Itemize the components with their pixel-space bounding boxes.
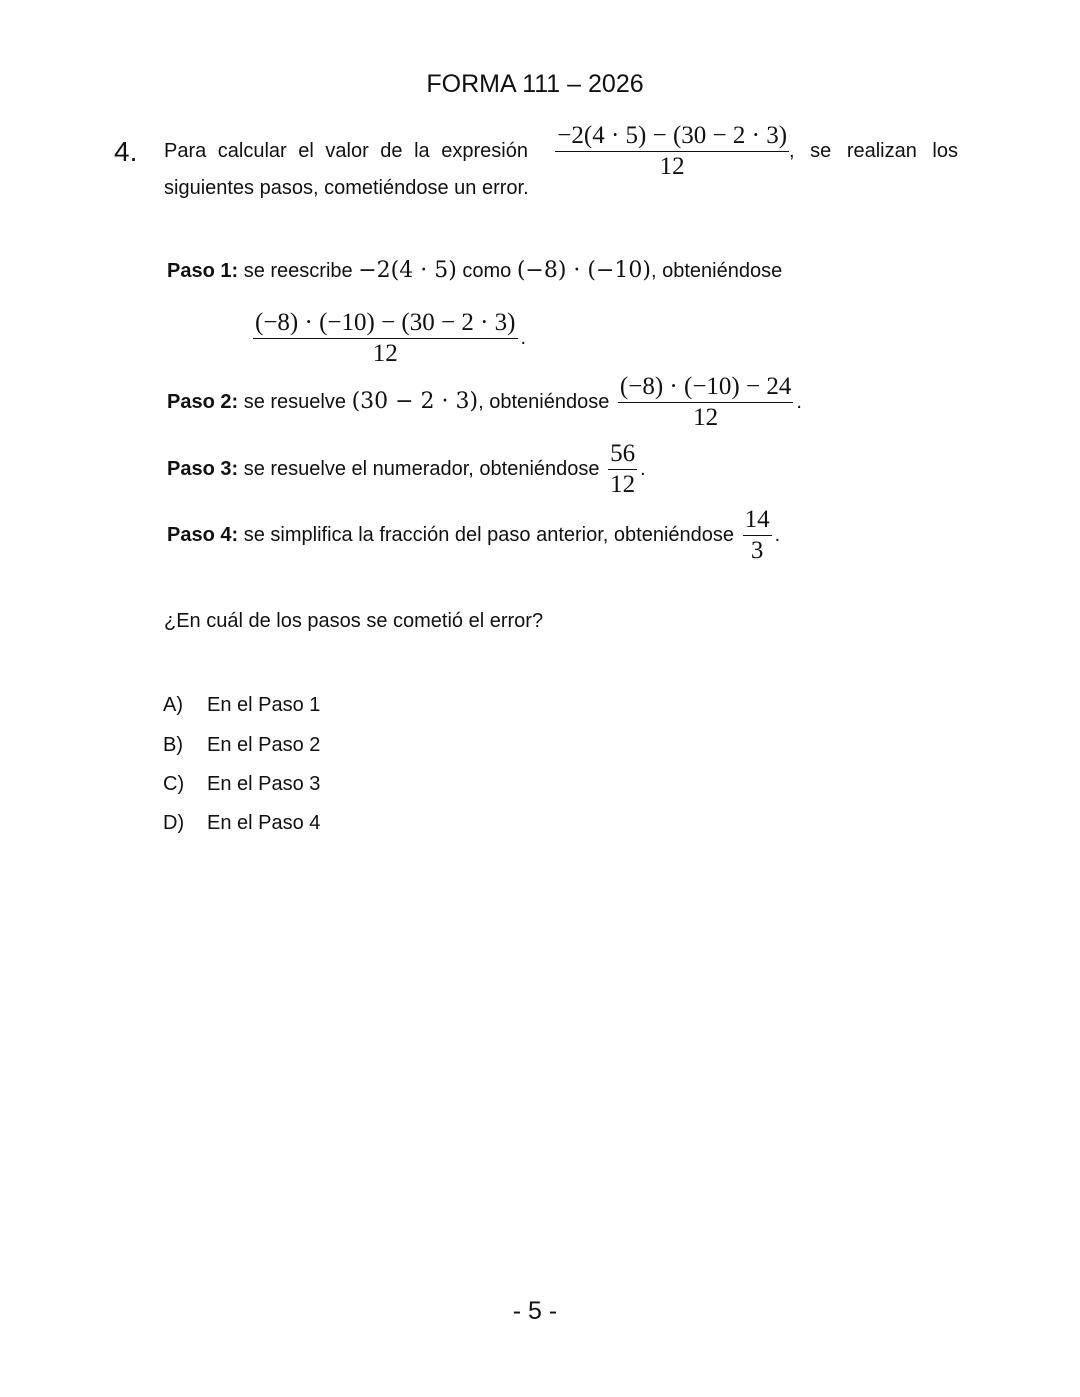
step-label: Paso 3: bbox=[167, 457, 239, 480]
question-number: 4. bbox=[114, 136, 138, 167]
step-2 bbox=[167, 372, 802, 433]
period: . bbox=[774, 523, 781, 546]
step-1 bbox=[167, 258, 782, 283]
step-text: se resuelve el numerador, obteniéndose bbox=[243, 457, 600, 480]
option-text: En el Paso 2 bbox=[207, 734, 321, 756]
expression-denominator: 12 bbox=[659, 153, 685, 180]
fraction-denominator: 12 bbox=[372, 340, 398, 367]
step-text: , obteniéndose bbox=[651, 260, 783, 282]
option-d[interactable] bbox=[163, 812, 320, 835]
step-text: se resuelve bbox=[243, 390, 346, 413]
question-prompt: ¿En cuál de los pasos se cometió el error? bbox=[164, 610, 544, 632]
option-a[interactable] bbox=[163, 694, 320, 717]
period: . bbox=[640, 457, 646, 480]
step-math: (30 − 2 · 3) bbox=[351, 388, 479, 414]
step-text: se simplifica la fracción del paso anterior, obteniéndose bbox=[243, 523, 735, 546]
option-text: En el Paso 3 bbox=[207, 773, 321, 795]
intro-text-after: , se realizan los bbox=[789, 140, 958, 162]
option-letter: D) bbox=[163, 812, 185, 834]
main-expression bbox=[555, 121, 789, 182]
step-fraction bbox=[743, 505, 772, 566]
step-fraction bbox=[253, 308, 518, 369]
expression-numerator: −2(4 · 5) − (30 − 2 · 3) bbox=[557, 122, 788, 149]
option-letter: C) bbox=[163, 773, 185, 795]
fraction-numerator: 14 bbox=[744, 506, 770, 533]
step-text: , obteniéndose bbox=[478, 390, 610, 413]
step-text: se reescribe bbox=[243, 260, 353, 282]
period: . bbox=[520, 326, 527, 349]
step-math: (−8) · (−10) bbox=[516, 258, 651, 283]
step-label: Paso 4: bbox=[167, 523, 239, 546]
option-text: En el Paso 1 bbox=[207, 694, 321, 716]
fraction-denominator: 12 bbox=[610, 471, 636, 498]
step-3 bbox=[167, 439, 646, 500]
fraction-denominator: 12 bbox=[693, 404, 719, 431]
step-text: como bbox=[462, 260, 512, 282]
page-number: - 5 - bbox=[512, 1297, 558, 1325]
step-1-result bbox=[250, 308, 526, 369]
step-label: Paso 1: bbox=[167, 260, 239, 282]
fraction-numerator: 56 bbox=[610, 440, 636, 467]
fraction-numerator: (−8) · (−10) − 24 bbox=[619, 373, 792, 400]
option-letter: B) bbox=[163, 734, 183, 756]
step-fraction bbox=[618, 372, 793, 433]
option-text: En el Paso 4 bbox=[207, 812, 321, 834]
question-intro bbox=[164, 121, 958, 182]
step-label: Paso 2: bbox=[167, 390, 239, 413]
step-4 bbox=[167, 505, 780, 566]
intro-line2: siguientes pasos, cometiéndose un error. bbox=[164, 177, 529, 199]
page-header-title: FORMA 111 – 2026 bbox=[426, 70, 644, 98]
fraction-denominator: 3 bbox=[750, 537, 764, 564]
option-letter: A) bbox=[163, 694, 183, 716]
period: . bbox=[796, 390, 802, 413]
option-b[interactable] bbox=[163, 734, 320, 757]
step-fraction bbox=[608, 439, 637, 500]
intro-text: Para calcular el valor de la expresión bbox=[164, 140, 528, 162]
option-c[interactable] bbox=[163, 773, 320, 796]
fraction-numerator: (−8) · (−10) − (30 − 2 · 3) bbox=[255, 309, 516, 336]
step-math: −2(4 · 5) bbox=[358, 258, 457, 283]
